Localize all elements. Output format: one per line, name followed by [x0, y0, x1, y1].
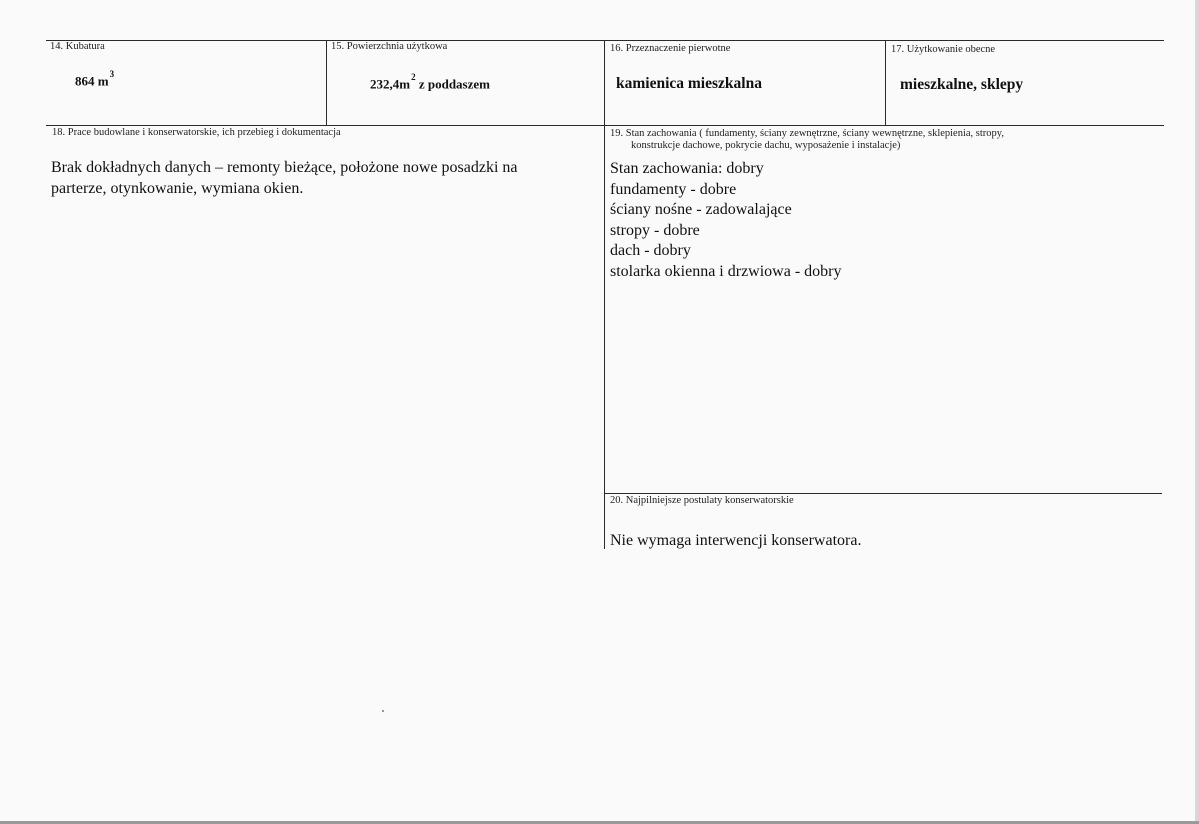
powierzchnia-value — [370, 72, 490, 92]
postulaty-label: 20. Najpilniejsze postulaty konserwatorskie — [610, 495, 794, 506]
stan-line-6: stolarka okienna i drzwiowa - dobry — [610, 262, 842, 280]
divider-14-15 — [326, 40, 327, 125]
stan-list — [610, 159, 1158, 282]
powierzchnia-label: 15. Powierzchnia użytkowa — [331, 41, 448, 52]
stan-line-2: fundamenty - dobre — [610, 180, 737, 198]
stan-line-1: Stan zachowania: dobry — [610, 160, 764, 177]
scan-edge-right — [1195, 0, 1199, 824]
powierzchnia-unit-sup: 2 — [411, 72, 416, 82]
kubatura-value — [75, 69, 115, 89]
uzytkowanie-value: mieszkalne, sklepy — [900, 76, 1024, 93]
przeznaczenie-value: kamienica mieszkalna — [616, 75, 762, 92]
stan-line-5: dach - dobry — [610, 242, 691, 259]
divider-18-19 — [604, 125, 605, 549]
stan-line-4: stropy - dobre — [610, 221, 700, 239]
stan-label-line-2: konstrukcje dachowe, pokrycie dachu, wyposażenie i instalacje) — [631, 140, 901, 151]
powierzchnia-number: 232,4m — [370, 76, 411, 92]
prace-line-1: Brak dokładnych danych – remonty bieżące, położone nowe posadzki na — [51, 159, 518, 176]
section20-top-line — [604, 493, 1162, 494]
scan-speck — [382, 710, 384, 712]
prace-text — [51, 158, 596, 199]
stan-label-line-1: 19. Stan zachowania ( fundamenty, ściany zewnętrzne, ściany wewnętrzne, sklepienia, stropy, — [610, 128, 1004, 139]
stan-label — [610, 128, 1160, 152]
divider-16-17 — [885, 40, 886, 125]
powierzchnia-suffix: z poddaszem — [418, 76, 490, 92]
kubatura-unit-sup: 3 — [109, 69, 115, 79]
uzytkowanie-label: 17. Użytkowanie obecne — [891, 44, 996, 55]
postulaty-text: Nie wymaga interwencji konserwatora. — [610, 532, 862, 549]
kubatura-label: 14. Kubatura — [50, 41, 105, 52]
divider-15-16 — [604, 40, 605, 125]
kubatura-number: 864 m — [75, 73, 109, 89]
prace-line-2: parterze, otynkowanie, wymiana okien. — [51, 179, 304, 197]
top-border-line — [46, 40, 1164, 41]
prace-label: 18. Prace budowlane i konserwatorskie, ich przebieg i dokumentacja — [52, 127, 341, 138]
przeznaczenie-label: 16. Przeznaczenie pierwotne — [610, 43, 731, 54]
row1-bottom-line — [46, 125, 1164, 126]
stan-line-3: ściany nośne - zadowalające — [610, 201, 792, 218]
